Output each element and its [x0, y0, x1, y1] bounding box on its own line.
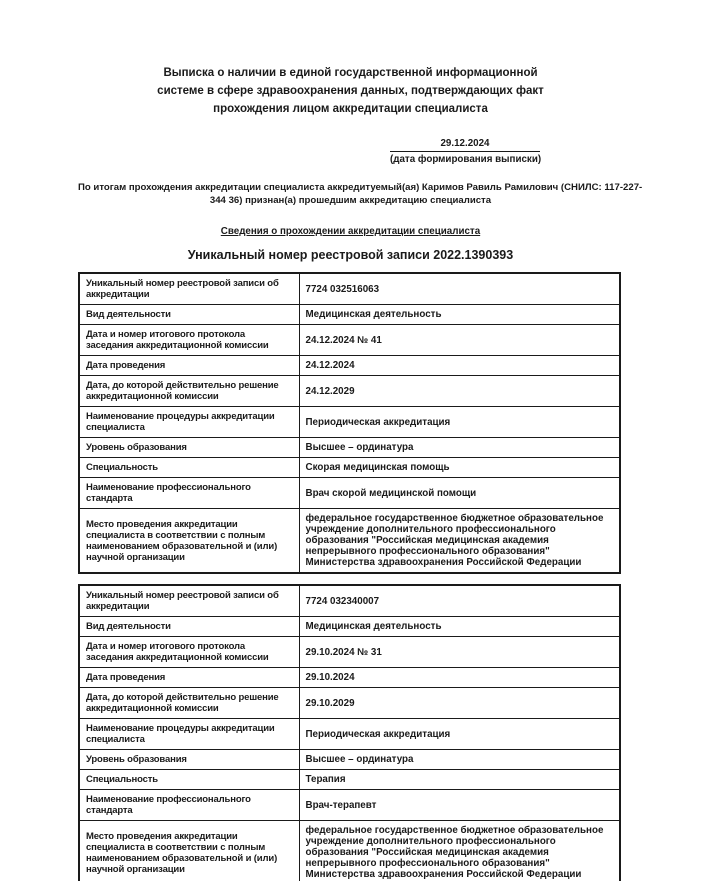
field-label-cell: Дата проведения	[79, 356, 299, 376]
field-value-cell: 29.10.2024 № 31	[299, 637, 620, 668]
field-value-cell: 29.10.2024	[299, 668, 620, 688]
field-label-cell: Наименование профессионального стандарта	[79, 478, 299, 509]
table-row	[79, 770, 620, 790]
section-heading: Сведения о прохождении аккредитации специалиста	[220, 226, 481, 237]
extract-date-value: 29.12.2024	[390, 138, 540, 152]
intro-paragraph	[78, 181, 643, 207]
table-row	[79, 585, 620, 617]
table-row	[79, 305, 620, 325]
field-label-cell: Дата проведения	[79, 668, 299, 688]
table-row	[79, 356, 620, 376]
title-line-3: прохождения лицом аккредитации специалиста	[213, 103, 488, 115]
field-value-cell: Терапия	[299, 770, 620, 790]
field-value-cell: 24.12.2024	[299, 356, 620, 376]
field-label-cell: Наименование процедуры аккредитации специалиста	[79, 407, 299, 438]
field-value-cell: Периодическая аккредитация	[299, 407, 620, 438]
field-label-cell: Специальность	[79, 770, 299, 790]
table-row	[79, 790, 620, 821]
field-label-cell: Вид деятельности	[79, 305, 299, 325]
extract-date-caption: (дата формирования выписки)	[390, 154, 542, 165]
field-label-cell: Место проведения аккредитации специалиста в соответствии с полным наименованием образовательной и (или) научной организации	[79, 509, 299, 574]
field-value-cell: федеральное государственное бюджетное образовательное учреждение дополнительного профессионального образования "Российская медицинская академия непрерывного профессионального образования" Министерства здравоохранения Российской Федерации	[299, 509, 620, 574]
table-row	[79, 458, 620, 478]
table-row	[79, 478, 620, 509]
field-value-cell: 29.10.2029	[299, 688, 620, 719]
table-row	[79, 617, 620, 637]
title-line-2: системе в сфере здравоохранения данных, подтверждающих факт	[157, 85, 544, 97]
field-label-cell: Дата, до которой действительно решение аккредитационной комиссии	[79, 376, 299, 407]
field-value-cell: Врач скорой медицинской помощи	[299, 478, 620, 509]
title-line-1: Выписка о наличии в единой государственной информационной	[163, 67, 538, 79]
table-row	[79, 509, 620, 574]
table-row	[79, 407, 620, 438]
field-value-cell: Медицинская деятельность	[299, 305, 620, 325]
field-label-cell: Дата, до которой действительно решение аккредитационной комиссии	[79, 688, 299, 719]
field-value-cell: Высшее – ординатура	[299, 750, 620, 770]
intro-line-2: 344 36) признан(а) прошедшим аккредитацию специалиста	[209, 195, 492, 206]
intro-line-1: По итогам прохождения аккредитации специалиста аккредитуемый(ая) Каримов Равиль Рамилович (СНИЛС: 117-227-	[78, 182, 643, 193]
field-value-cell: Врач-терапевт	[299, 790, 620, 821]
field-label-cell: Уровень образования	[79, 750, 299, 770]
field-value-cell: 24.12.2024 № 41	[299, 325, 620, 356]
field-value-cell: 7724 032516063	[299, 273, 620, 305]
document-title	[0, 64, 701, 118]
registry-number-heading: Уникальный номер реестровой записи 2022.1390393	[187, 248, 514, 262]
table-row	[79, 719, 620, 750]
extract-date-block	[390, 138, 540, 165]
field-label-cell: Специальность	[79, 458, 299, 478]
table-row	[79, 325, 620, 356]
accreditation-table-1	[78, 272, 621, 574]
field-label-cell: Уникальный номер реестровой записи об аккредитации	[79, 273, 299, 305]
table-row	[79, 438, 620, 458]
table-row	[79, 668, 620, 688]
field-label-cell: Наименование профессионального стандарта	[79, 790, 299, 821]
field-value-cell: Периодическая аккредитация	[299, 719, 620, 750]
field-value-cell: Скорая медицинская помощь	[299, 458, 620, 478]
field-value-cell: 24.12.2029	[299, 376, 620, 407]
table-row	[79, 821, 620, 881]
field-value-cell: 7724 032340007	[299, 585, 620, 617]
field-label-cell: Уровень образования	[79, 438, 299, 458]
field-value-cell: федеральное государственное бюджетное образовательное учреждение дополнительного профессионального образования "Российская медицинская академия непрерывного профессионального образования" Министерства здравоохранения Российской Федерации	[299, 821, 620, 881]
field-label-cell: Дата и номер итогового протокола заседания аккредитационной комиссии	[79, 325, 299, 356]
field-value-cell: Высшее – ординатура	[299, 438, 620, 458]
accreditation-table-2	[78, 584, 621, 881]
table-row	[79, 376, 620, 407]
table-row	[79, 750, 620, 770]
table-row	[79, 273, 620, 305]
field-value-cell: Медицинская деятельность	[299, 617, 620, 637]
table-row	[79, 688, 620, 719]
table-row	[79, 637, 620, 668]
field-label-cell: Вид деятельности	[79, 617, 299, 637]
field-label-cell: Наименование процедуры аккредитации специалиста	[79, 719, 299, 750]
field-label-cell: Место проведения аккредитации специалиста в соответствии с полным наименованием образовательной и (или) научной организации	[79, 821, 299, 881]
field-label-cell: Уникальный номер реестровой записи об аккредитации	[79, 585, 299, 617]
field-label-cell: Дата и номер итогового протокола заседания аккредитационной комиссии	[79, 637, 299, 668]
